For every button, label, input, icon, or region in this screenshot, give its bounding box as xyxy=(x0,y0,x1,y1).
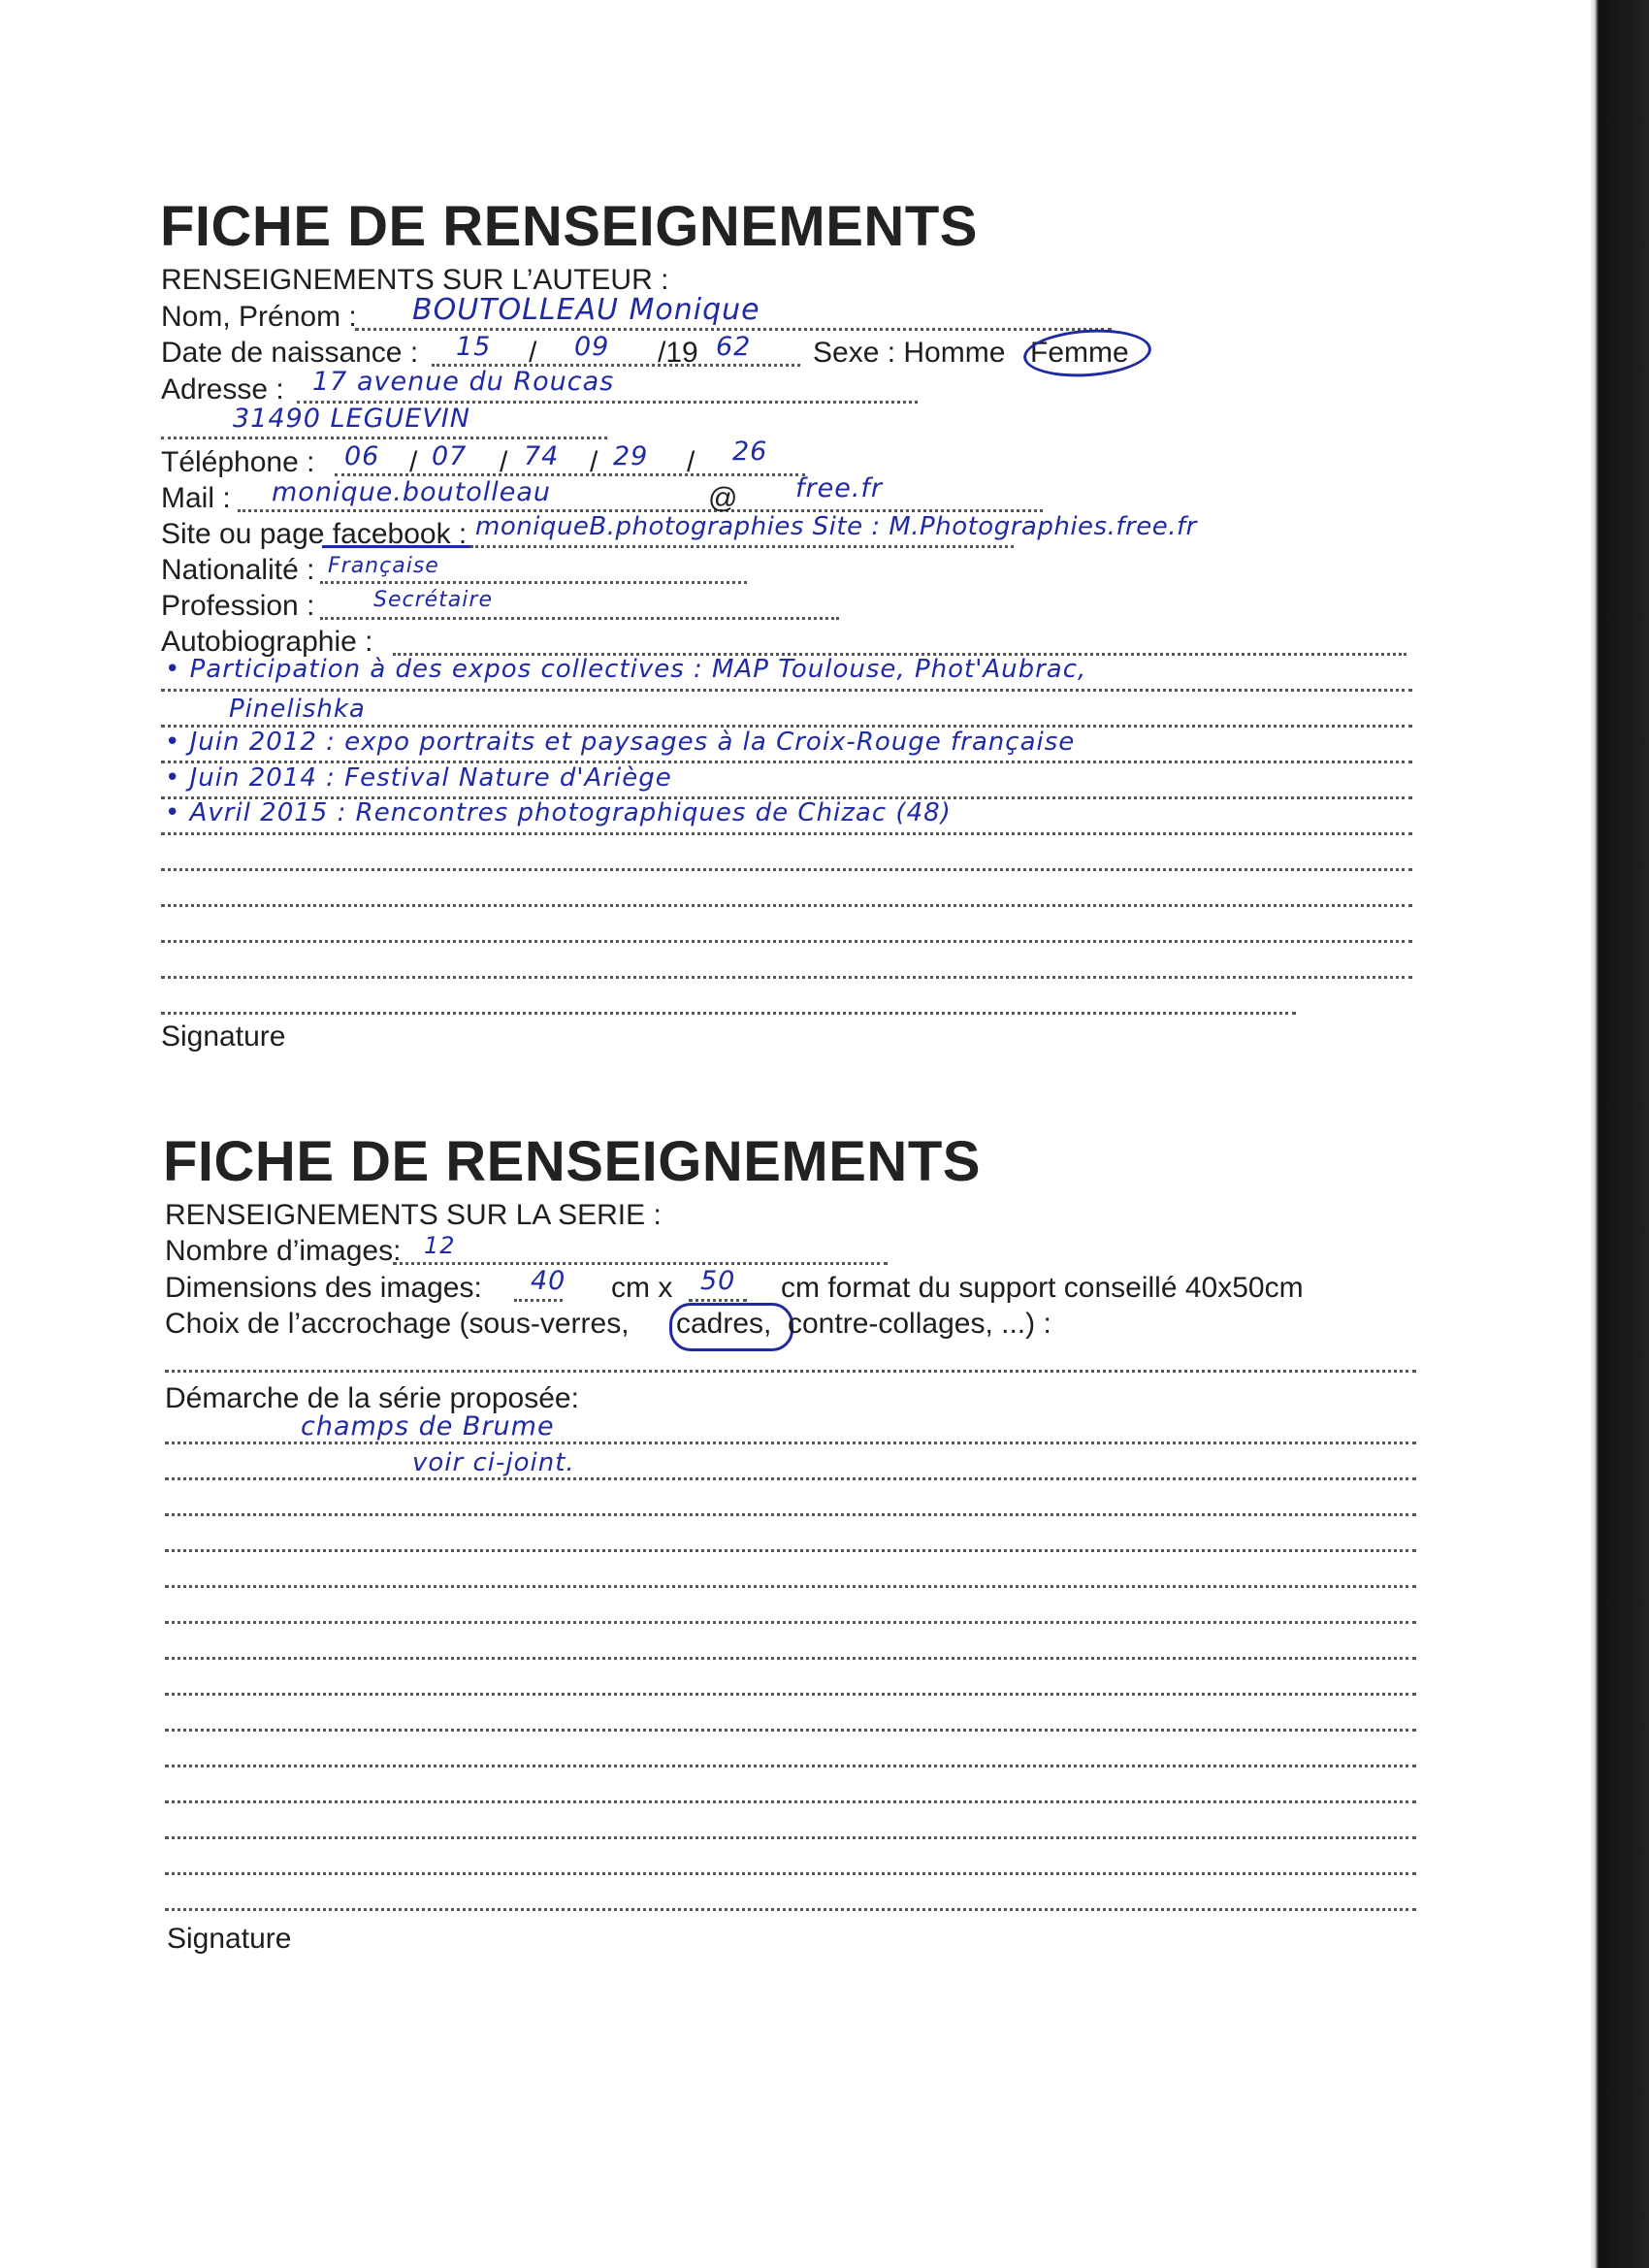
telephone-dotted-line xyxy=(335,473,805,476)
choix-label-start: Choix de l’accrochage (sous-verres, xyxy=(165,1308,630,1340)
naissance-year: 62 xyxy=(716,332,752,362)
cadres-circle-mark xyxy=(669,1303,793,1351)
autobio-text-5: Avril 2015 : Rencontres photographiques de Chizac (48) xyxy=(189,798,952,827)
choix-label-end: contre-collages, ...) : xyxy=(788,1308,1051,1340)
sexe-label: Sexe : Homme xyxy=(813,337,1006,369)
mail-at: @ xyxy=(708,482,738,514)
telephone-sep: / xyxy=(409,446,418,478)
section2-title: FICHE DE RENSEIGNEMENTS xyxy=(163,1130,981,1193)
dim-width-dotted-line xyxy=(514,1299,563,1302)
telephone-label: Téléphone : xyxy=(161,446,315,478)
section1-title: FICHE DE RENSEIGNEMENTS xyxy=(160,195,978,258)
nombre-dotted-line xyxy=(393,1262,888,1265)
naissance-label: Date de naissance : xyxy=(161,337,419,369)
profession-value: Secrétaire xyxy=(373,588,493,612)
telephone-part-3: 74 xyxy=(524,441,560,471)
nationalite-dotted-line xyxy=(320,581,747,584)
telephone-part-4: 29 xyxy=(613,441,649,471)
demarche-dotted-line-3 xyxy=(165,1513,1416,1516)
sexe-femme-option: Femme xyxy=(1030,337,1129,369)
dim-width: 40 xyxy=(531,1266,566,1296)
naissance-sep1: / xyxy=(529,337,537,369)
demarche-dotted-line-13 xyxy=(165,1872,1416,1875)
nom-dotted-line xyxy=(355,328,1112,331)
bullet: • xyxy=(165,728,190,757)
adresse-label: Adresse : xyxy=(161,373,284,405)
profession-label: Profession : xyxy=(161,590,315,622)
autobio-text-3: Juin 2012 : expo portraits et paysages à la Croix-Rouge française xyxy=(189,728,1076,757)
autobio-dotted-line-6 xyxy=(161,868,1412,871)
naissance-day: 15 xyxy=(456,332,492,362)
demarche-dotted-line-11 xyxy=(165,1800,1416,1803)
autobio-text-1: Participation à des expos collectives : MAP Toulouse, Phot'Aubrac, xyxy=(189,655,1087,684)
dimensions-label: Dimensions des images: xyxy=(165,1272,482,1304)
nationalite-label: Nationalité : xyxy=(161,554,315,586)
scan-edge-shadow xyxy=(1591,0,1649,2268)
bullet: • xyxy=(165,655,190,684)
demarche-dotted-line-4 xyxy=(165,1549,1416,1552)
mail-domain: free.fr xyxy=(795,473,884,503)
autobio-label: Autobiographie : xyxy=(161,626,373,658)
autobio-dotted-line-7 xyxy=(161,904,1412,907)
telephone-sep: / xyxy=(500,446,508,478)
nombre-label: Nombre d’images: xyxy=(165,1235,402,1267)
autobio-dotted-line-5 xyxy=(161,832,1412,835)
dim-height-dotted-line xyxy=(689,1299,747,1302)
autobio-dotted-line-10 xyxy=(161,1012,1296,1015)
telephone-part-2: 07 xyxy=(432,441,468,471)
adresse-line1: 17 avenue du Roucas xyxy=(312,367,615,397)
dim-cm-x: cm x xyxy=(611,1272,673,1304)
demarche-label: Démarche de la série proposée: xyxy=(165,1382,579,1414)
autobio-dotted-line-8 xyxy=(161,940,1412,943)
adresse-line2: 31490 LEGUEVIN xyxy=(233,404,470,434)
demarche-dotted-line-9 xyxy=(165,1729,1416,1732)
autobio-dotted-line-1 xyxy=(161,689,1412,692)
nombre-value: 12 xyxy=(424,1232,456,1259)
autobio-line-3 xyxy=(165,728,1075,757)
telephone-part-5: 26 xyxy=(732,437,768,467)
nationalite-value: Française xyxy=(328,554,439,578)
telephone-part-1: 06 xyxy=(344,441,380,471)
dim-rest: cm format du support conseillé 40x50cm xyxy=(781,1272,1304,1304)
section1-subtitle: RENSEIGNEMENTS SUR L’AUTEUR : xyxy=(161,264,669,296)
demarche-dotted-line-8 xyxy=(165,1693,1416,1696)
adresse-dotted-line-2 xyxy=(161,437,607,439)
site-dotted-line xyxy=(470,545,1014,548)
demarche-dotted-line-12 xyxy=(165,1836,1416,1839)
demarche-dotted-line-2 xyxy=(165,1477,1416,1480)
demarche-dotted-line-5 xyxy=(165,1585,1416,1588)
choix-dotted-line xyxy=(165,1370,1416,1373)
bullet: • xyxy=(165,763,190,793)
facebook-underline-mark xyxy=(322,545,472,548)
naissance-year-prefix: /19 xyxy=(658,337,698,369)
nom-value: BOUTOLLEAU Monique xyxy=(412,293,760,327)
demarche-line-1: champs de Brume xyxy=(301,1411,555,1442)
section2-subtitle: RENSEIGNEMENTS SUR LA SERIE : xyxy=(165,1199,662,1231)
mail-user: monique.boutolleau xyxy=(272,477,552,507)
site-label: Site ou page facebook : xyxy=(161,518,468,550)
nom-label: Nom, Prénom : xyxy=(161,301,357,333)
demarche-line-2: voir ci-joint. xyxy=(412,1448,575,1477)
autobio-line-4 xyxy=(165,763,672,793)
bullet: • xyxy=(165,798,190,827)
dim-height: 50 xyxy=(700,1266,736,1296)
femme-circle-mark xyxy=(1021,325,1152,380)
choix-cadres-option: cadres, xyxy=(676,1308,772,1340)
demarche-dotted-line-7 xyxy=(165,1657,1416,1660)
demarche-dotted-line-10 xyxy=(165,1765,1416,1767)
autobio-line-5 xyxy=(165,798,952,827)
section2-signature-label: Signature xyxy=(167,1923,292,1955)
naissance-month: 09 xyxy=(574,332,610,362)
site-value: moniqueB.photographies Site : M.Photographies.free.fr xyxy=(475,512,1197,541)
profession-dotted-line xyxy=(320,617,839,620)
demarche-dotted-line-6 xyxy=(165,1621,1416,1624)
demarche-dotted-line-1 xyxy=(165,1442,1416,1444)
autobio-line-2: Pinelishka xyxy=(229,695,366,724)
telephone-sep: / xyxy=(590,446,598,478)
mail-label: Mail : xyxy=(161,482,231,514)
section1-signature-label: Signature xyxy=(161,1021,286,1053)
demarche-dotted-line-14 xyxy=(165,1908,1416,1911)
autobio-text-4: Juin 2014 : Festival Nature d'Ariège xyxy=(189,763,672,793)
autobio-line-1 xyxy=(165,655,1086,684)
autobio-dotted-line-9 xyxy=(161,976,1412,979)
telephone-sep: / xyxy=(687,446,695,478)
